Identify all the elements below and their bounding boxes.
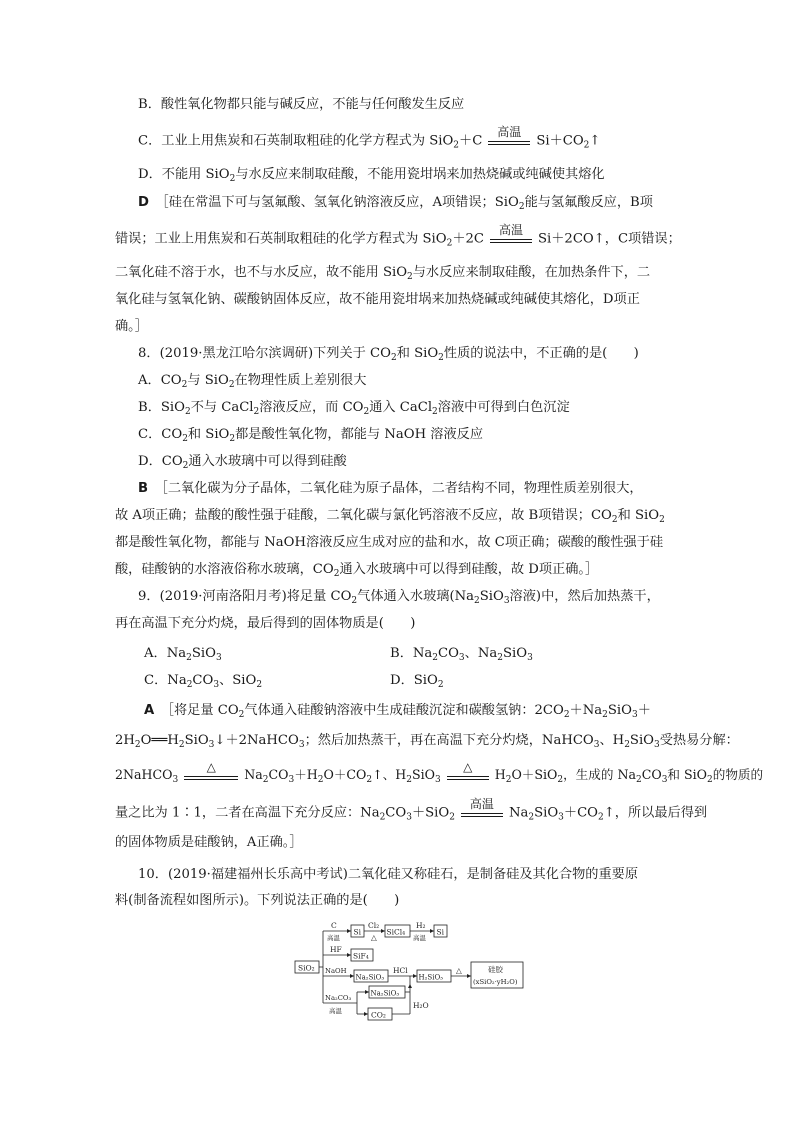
label-si-2: Si [436, 927, 445, 937]
label-co2: CO₂ [371, 1010, 386, 1020]
q9-option-c: C．$Na_2CO_3$、SiO$_2$ [144, 673, 263, 690]
label-na2sio3-2: Na₂SiO₃ [370, 989, 400, 998]
q7-answer-line2: 错误；工业上用焦炭和石英制取粗硅的化学方程式为 SiO$_2$＋2C 高温 Si＋2CO↑，C项错误； [115, 223, 681, 249]
q9-stem-line2: 再在高温下充分灼烧，最后得到的固体物质是( ) [115, 616, 416, 631]
q8-answer-line2: 故 A项正确；盐酸的酸性强于硅酸，二氧化碳与氯化钙溶液不反应，故 B项错误；$CO_2$和 SiO$_2$ [115, 508, 665, 525]
q7-option-b: B．酸性氧化物都只能与碱反应，不能与任何酸发生反应 [138, 97, 465, 112]
label-cl2: Cl₂ [368, 921, 380, 930]
q9-stem-line1: 9．(2019·河南洛阳月考)将足量 $CO_2$气体通入水玻璃($Na_2SiO_3$溶液)中，然后加热蒸干， [138, 589, 660, 606]
q10-stem-line2: 料(制备流程如图所示)。下列说法正确的是( ) [115, 893, 400, 908]
label-sif4: SiF₄ [353, 951, 369, 961]
q8-answer-line4: 酸，硅酸钠的水溶液俗称水玻璃，$CO_2$通入水玻璃中可以得到硅酸，故 D项正确。］ [115, 562, 599, 579]
q8-option-c: C．$CO_2$和 SiO$_2$都是酸性氧化物，都能与 NaOH 溶液反应 [138, 427, 484, 444]
reaction-condition: 高温 [488, 132, 530, 150]
label-gaowen-2: 高温 [413, 934, 426, 942]
label-h2: H₂ [416, 921, 426, 930]
q9-answer-line5: 的固体物质是硅酸钠，A正确。］ [115, 835, 303, 850]
reaction-condition: △ [447, 767, 489, 785]
label-gujiao-formula: (xSiO₂·yH₂O) [473, 978, 518, 986]
q8-option-d: D．$CO_2$通入水玻璃中可以得到硅酸 [138, 454, 347, 471]
label-na2co3: Na₂CO₃ [325, 994, 352, 1002]
q7-option-d: D．不能用 SiO$_2$与水反应来制取硅酸，不能用瓷坩埚来加热烧碱或纯碱使其熔化 [138, 167, 605, 184]
label-sio2: SiO₂ [298, 963, 315, 973]
q9-option-d: D．SiO$_2$ [390, 673, 444, 690]
label-h2o: H₂O [413, 1001, 429, 1010]
label-c: C [331, 921, 337, 930]
label-na2sio3: Na₂SiO₃ [355, 973, 385, 982]
q9-answer-line1: A ［将足量 $CO_2$气体通入硅酸钠溶液中生成硅酸沉淀和碳酸氢钠：$2CO_2+Na_2SiO_3+$ [144, 703, 651, 720]
q7-answer-line1: D ［硅在常温下可与氢氟酸、氢氧化钠溶液反应，A项错误；SiO$_2$能与氢氟酸反应，B项 [138, 195, 653, 212]
label-hcl: HCl [393, 966, 408, 975]
q9-option-b: B．$Na_2CO_3$、$Na_2SiO_3$ [390, 646, 533, 663]
q8-option-a: A．$CO_2$与 SiO$_2$在物理性质上差别很大 [138, 373, 367, 390]
q9-answer-line2: $2H_2O══H_2SiO_3↓+2NaHCO_3$；然后加热蒸干，再在高温下充分灼烧，NaHCO$_3$、$H_2SiO_3$受热易分解： [115, 733, 739, 750]
preparation-flow-diagram [292, 918, 532, 1024]
q9-answer-line4: 量之比为 1∶1，二者在高温下充分反应：$Na_2CO_3+SiO_2$ 高温 $Na_2SiO_3+CO_2↑$，所以最后得到 [115, 797, 708, 823]
label-hf: HF [330, 945, 342, 954]
q8-answer-line1: B ［二氧化碳为分子晶体，二氧化硅为原子晶体，二者结构不同，物理性质差别很大， [138, 481, 643, 496]
q7-answer-line4: 氧化硅与氢氧化钠、碳酸钠固体反应，故不能用瓷坩埚来加热烧碱或纯碱使其熔化，D项正 [115, 292, 640, 307]
q9-answer-line3: 2NaHCO$_3$ △ $Na_2CO_3+H_2O+CO_2↑$、$H_2SiO_3$ △ $H_2O+SiO_2$，生成的 $Na_2CO_3$和 SiO$_2$的物质的 [115, 759, 764, 785]
label-heat-2: △ [456, 966, 462, 975]
q9-option-a: A．$Na_2SiO_3$ [144, 646, 222, 663]
label-gaowen-3: 高温 [329, 1007, 342, 1015]
reaction-condition: 高温 [490, 230, 532, 248]
q7-answer-line5: 确。］ [115, 319, 148, 334]
q8-option-b: B．SiO$_2$不与 CaCl$_2$溶液反应，而 $CO_2$通入 CaCl$_2$溶液中可得到白色沉淀 [138, 400, 570, 417]
label-gujiao: 硅胶 [488, 965, 503, 974]
q8-stem: 8．(2019·黑龙江哈尔滨调研)下列关于 $CO_2$和 SiO$_2$性质的说法中，不正确的是( ) [138, 346, 639, 363]
reaction-condition: △ [184, 767, 238, 785]
label-naoh: NaOH [325, 967, 347, 975]
label-si: Si [353, 927, 362, 937]
label-sicl4: SiCl₄ [386, 927, 406, 937]
q7-answer-line3: 二氧化硅不溶于水，也不与水反应，故不能用 SiO$_2$与水反应来制取硅酸，在加热条件下，二 [115, 265, 651, 282]
q10-stem-line1: 10．(2019·福建福州长乐高中考试)二氧化硅又称硅石，是制备硅及其化合物的重要原 [138, 867, 639, 882]
label-h2sio3: H₂SiO₃ [418, 973, 443, 982]
q7-option-c: C．工业上用焦炭和石英制取粗硅的化学方程式为 SiO$_2$＋C 高温 $Si+CO_2↑$ [138, 125, 601, 151]
label-gaowen-1: 高温 [327, 934, 340, 942]
reaction-condition: 高温 [461, 804, 503, 822]
q8-answer-line3: 都是酸性氧化物，都能与 NaOH溶液反应生成对应的盐和水，故 C项正确；碳酸的酸性强于硅 [115, 535, 664, 550]
label-heat-1: △ [371, 933, 377, 942]
